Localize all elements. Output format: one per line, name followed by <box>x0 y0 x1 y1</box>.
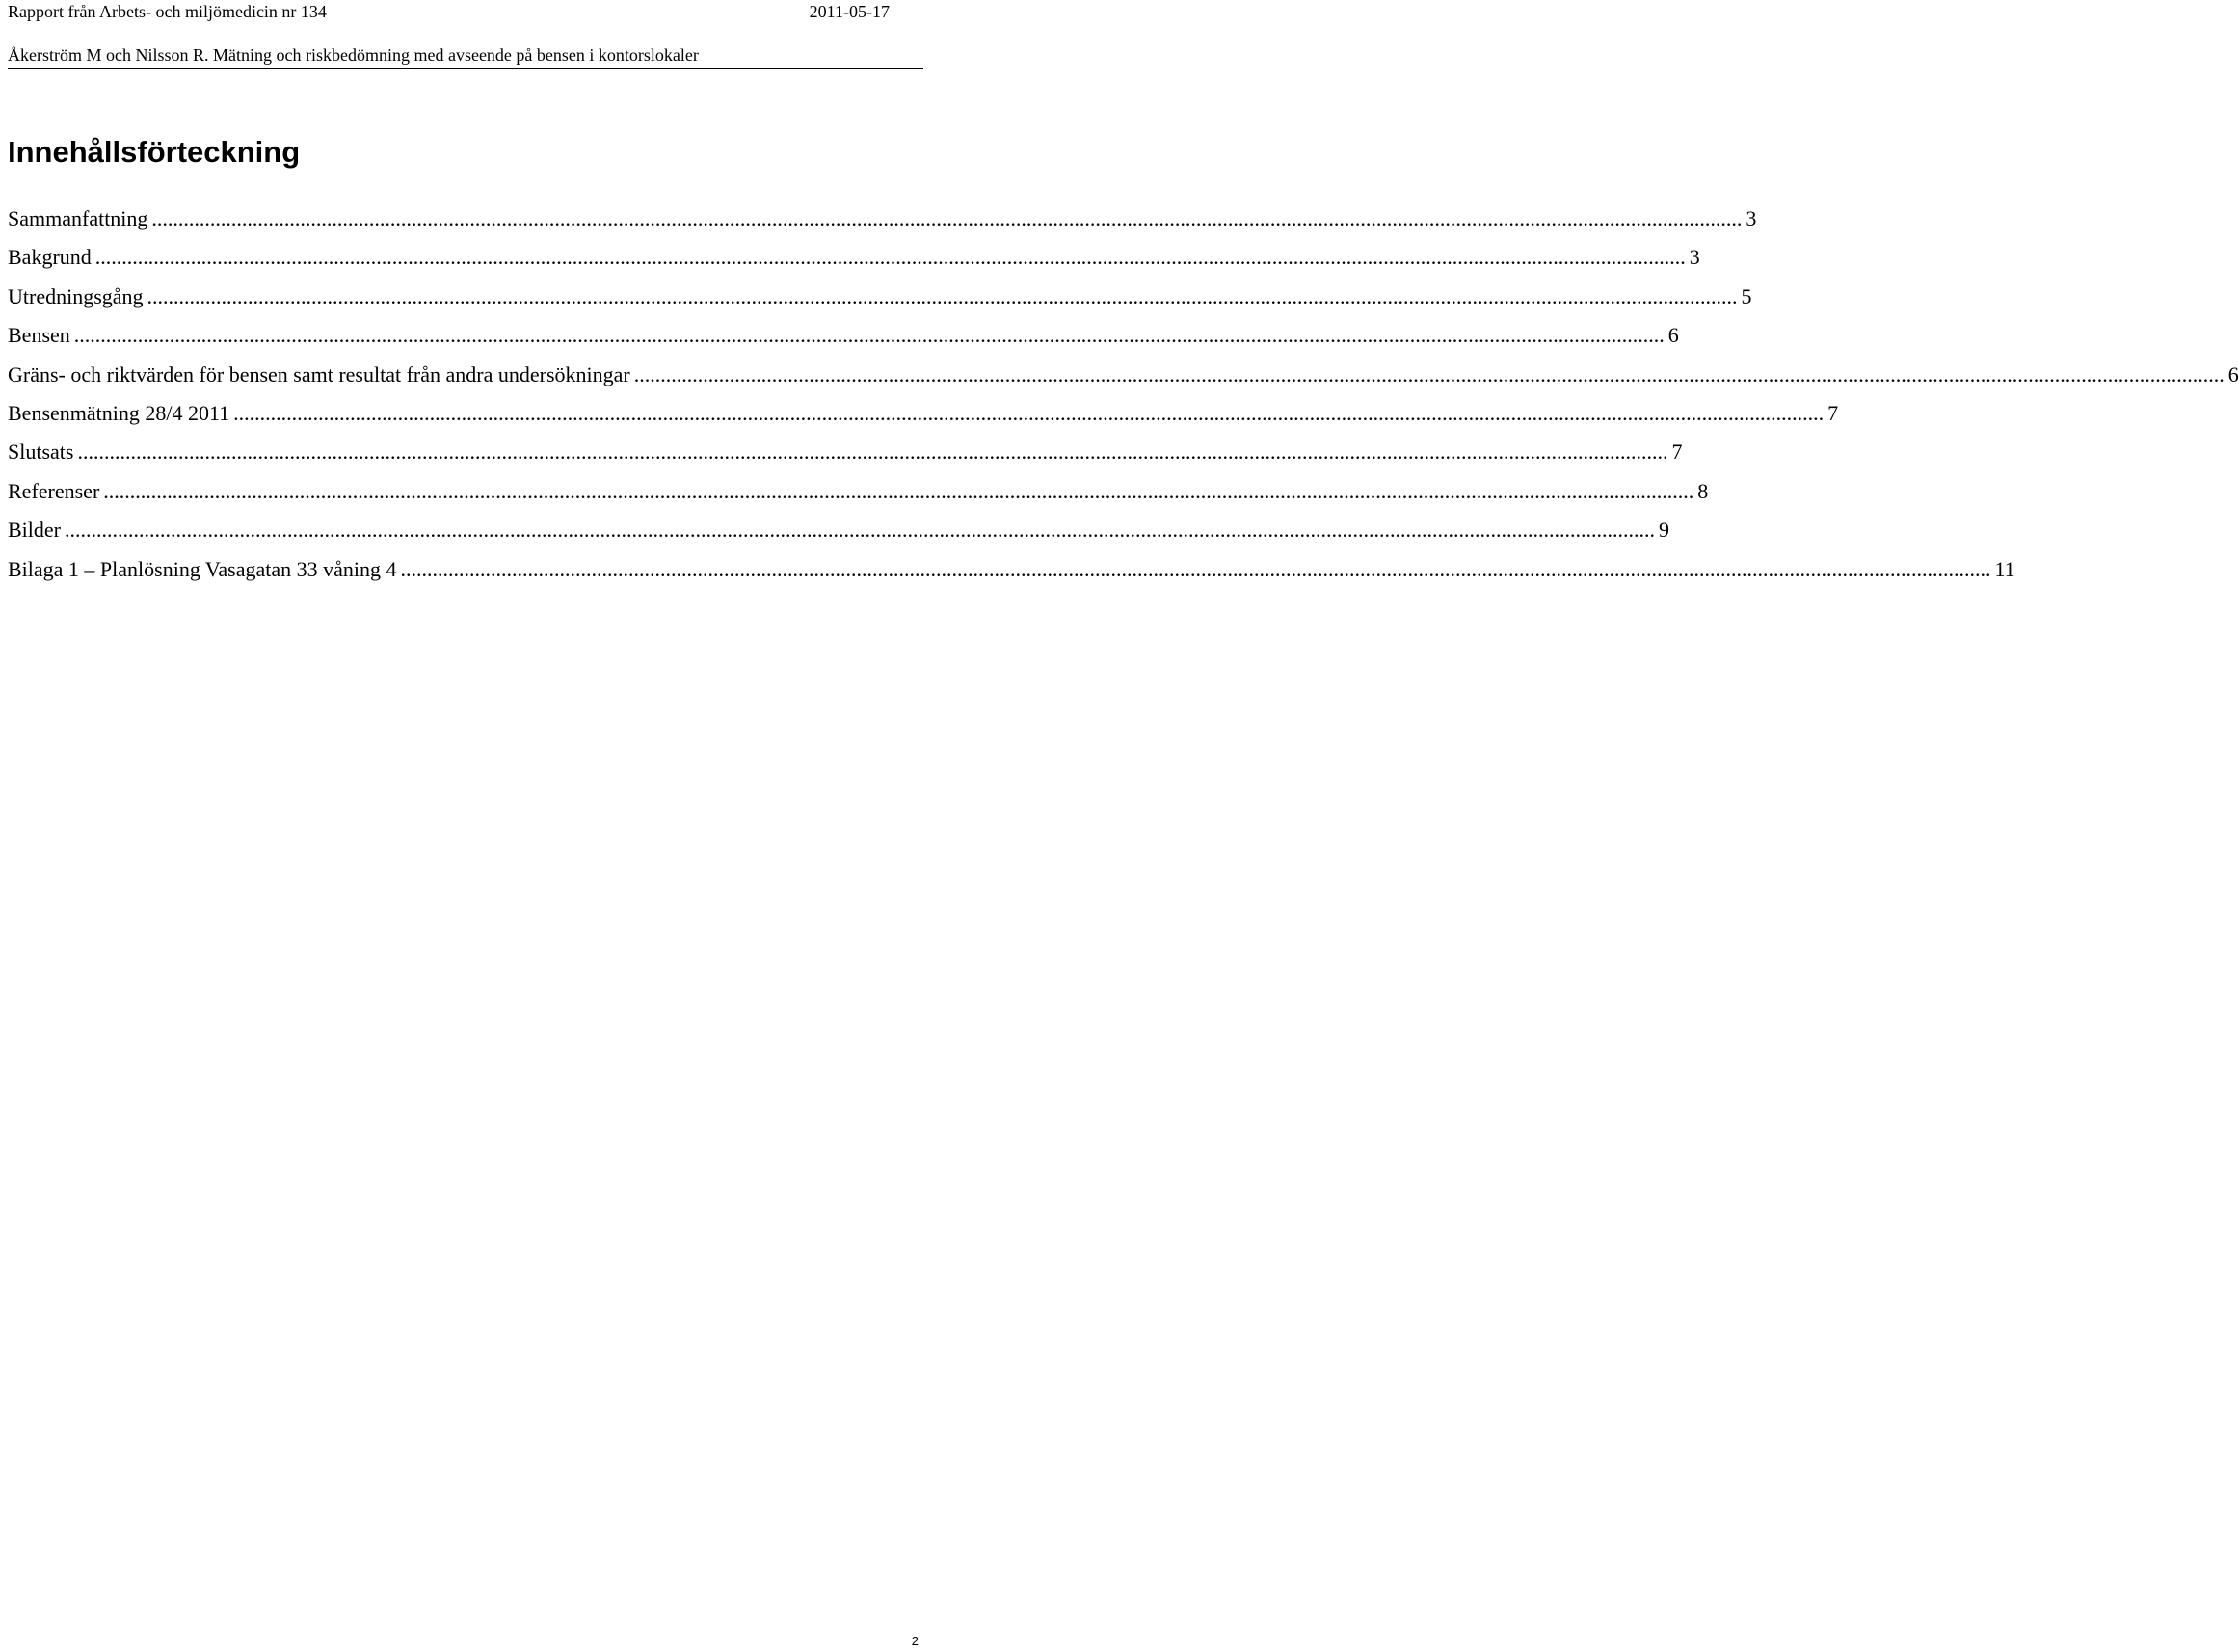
report-series: Rapport från Arbets- och miljömedicin nr 134 <box>8 2 327 21</box>
toc-entry-page: 5 <box>1741 283 1752 308</box>
toc-entry[interactable] <box>8 511 1669 549</box>
toc-entry-title: Utredningsgång <box>8 283 144 308</box>
toc-dot-leader: ............................................................................................................................................................................................................................................................................................................ <box>151 206 1743 230</box>
toc-entry-page: 7 <box>1827 400 1839 425</box>
toc-entry[interactable] <box>8 278 1752 316</box>
toc-entry[interactable] <box>8 238 1700 277</box>
toc-title: Innehållsförteckning <box>8 135 301 169</box>
toc-dot-leader: ............................................................................................................................................................................................................................................................................................................ <box>94 245 1686 270</box>
toc-dot-leader: ............................................................................................................................................................................................................................................................................................................ <box>65 518 1655 543</box>
toc-dot-leader: ............................................................................................................................................................................................................................................................................................................ <box>233 400 1825 425</box>
toc-entry-title: Bensenmätning 28/4 2011 <box>8 400 230 425</box>
toc-entry-title: Bakgrund <box>8 245 92 270</box>
toc-dot-leader: ............................................................................................................................................................................................................................................................................................................ <box>400 556 1991 581</box>
toc-dot-leader: ............................................................................................................................................................................................................................................................................................................ <box>103 478 1694 503</box>
header-divider <box>8 68 923 69</box>
table-of-contents <box>8 200 2239 589</box>
toc-entry-title: Bilder <box>8 518 61 543</box>
toc-entry[interactable] <box>8 550 2015 589</box>
toc-entry-title: Sammanfattning <box>8 206 148 230</box>
toc-dot-leader: ............................................................................................................................................................................................................................................................................................................ <box>633 361 2225 386</box>
toc-entry[interactable] <box>8 472 1709 511</box>
toc-entry-page: 11 <box>1994 556 2015 581</box>
toc-entry-page: 7 <box>1671 440 1683 465</box>
page-number: 2 <box>911 1634 919 1648</box>
toc-entry-title: Referenser <box>8 478 100 503</box>
toc-dot-leader: ............................................................................................................................................................................................................................................................................................................ <box>77 440 1668 465</box>
toc-dot-leader: ............................................................................................................................................................................................................................................................................................................ <box>73 323 1665 348</box>
toc-entry[interactable] <box>8 356 2239 394</box>
toc-entry[interactable] <box>8 316 1679 355</box>
toc-entry[interactable] <box>8 200 1757 238</box>
report-citation: Åkerström M och Nilsson R. Mätning och riskbedömning med avseende på bensen i kontorslokaler <box>8 45 699 65</box>
toc-entry-title: Bensen <box>8 323 70 348</box>
toc-entry-page: 6 <box>2227 361 2239 386</box>
toc-entry-page: 3 <box>1746 206 1757 230</box>
toc-entry-page: 9 <box>1659 518 1669 543</box>
toc-entry-page: 6 <box>1667 323 1679 348</box>
toc-entry-title: Bilaga 1 – Planlösning Vasagatan 33 våning 4 <box>8 556 397 581</box>
header-top-row <box>8 0 890 23</box>
toc-entry-page: 8 <box>1697 478 1709 503</box>
toc-entry[interactable] <box>8 394 1839 433</box>
toc-dot-leader: ............................................................................................................................................................................................................................................................................................................ <box>147 283 1738 308</box>
report-date: 2011-05-17 <box>809 2 890 21</box>
toc-entry-title: Slutsats <box>8 440 74 465</box>
toc-entry-page: 3 <box>1689 245 1700 270</box>
toc-entry[interactable] <box>8 433 1683 471</box>
toc-entry-title: Gräns- och riktvärden för bensen samt resultat från andra undersökningar <box>8 361 630 386</box>
